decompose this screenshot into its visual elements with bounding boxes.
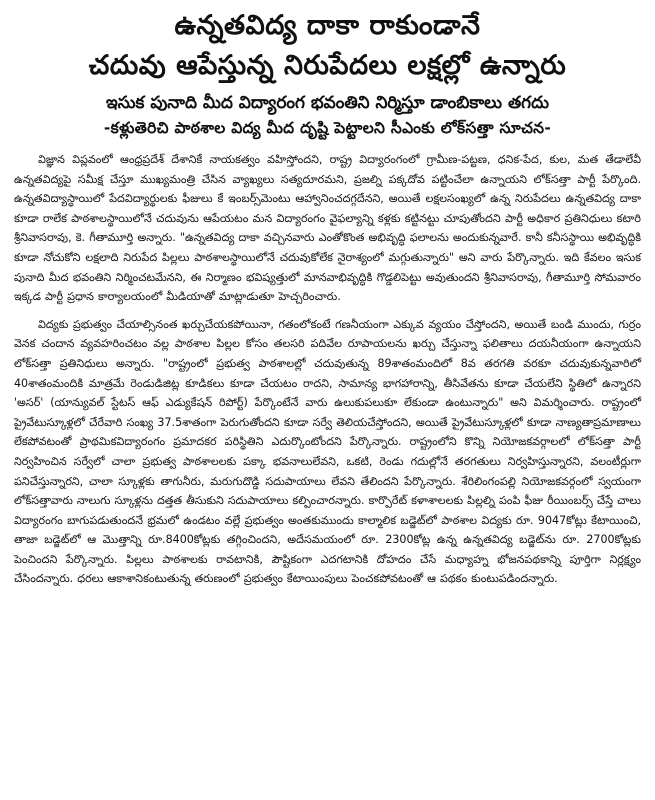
article-paragraph-2: విద్యకు ప్రభుత్వం చేయాల్సినంత ఖర్చుచేయకపోయినా, గతంలోకంటే గణనీయంగా ఎక్కువ వ్యయం చేస్తోందని, అయితే బండి ముందు, గుర్రం వెనక చందాన వ్యవహరించటం వల్ల పాఠశాల పిల్లల కోసం తలసరి పదివేల రూపాయలను ఖర్చు చేస్తున్నా ఫలితాలు దయనీయంగా ఉన్నాయని లోక్‌సత్తా ప్రతినిధులు అన్నారు. "రాష్ట్రంలో ప్రభుత్వ పాఠశాలల్లో చదువుతున్న 89శాతంమందిలో 8వ తరగతి వరకూ చదువుకున్నవారిలో 40శాతంమందికి మాత్రమే రెండుడిజిట్ల కూడికలు కూడా చేయటం రాదని, సామాన్య భాగహారాన్ని, తీసివేతను కూడా చేయలేని స్థితిలో ఉన్నారని 'అసర్' (యాన్యువల్ స్టేటస్ ఆఫ్ ఎడ్యుకేషన్ రిపోర్ట్) పేర్కొంటేనే వారు ఉలుకుపలుకూ లేకుండా ఉంటున్నారు" అని విమర్శించారు. రాష్ట్రంలో ప్రైవేటుస్కూళ్లలో చేరేవారి సంఖ్య 37.5శాతంగా పెరుగుతోందని కూడా సర్వే తెలియచేస్తోందని, అయితే ప్రైవేటుస్కూళ్లలో కూడా నాణ్యతాప్రమాణాలు లేకపోవటంతో ప్రాథమికవిద్యారంగం ప్రమాదకర పరిస్థితిని ఎదుర్కొంటోందని పేర్కొన్నారు. రాష్ట్రంలోని కొన్ని నియోజకవర్గాలలో లోక్‌సత్తా పార్టీ నిర్వహించిన సర్వేలో చాలా ప్రభుత్వ పాఠశాలలకు పక్కా భవనాలులేవని, ఒకటి, రెండు గదుల్లోనే తరగతులు నిర్వహిస్తున్నారని, వలంటీర్లుగా పనిచేస్తున్నారని, చాలా స్కూళ్లకు తాగునీరు, మరుగుదొడ్డి సదుపాయాలు లేవని తేలిందని పేర్కొన్నారు. శేరిలింగంపల్లి నియోజకవర్గంలో స్వయంగా లోక్‌సత్తావారు నాలుగు స్కూళ్లను దత్తత తీసుకుని సదుపాయాలు కల్పించారన్నారు. కార్పొరేట్ కళాశాలలకు పిల్లల్ని పంపి ఫీజు రీయింబర్స్ చేస్తే చాలు విద్యారంగం బాగుపడుతుందనే భ్రమలో ఉండటం వల్లే ప్రభుత్వం అంతకుముందు కాల్మాలిక బడ్జెట్‌లో పాఠశాల విద్యకు రూ. 9047కోట్లు కేటాయించి, తాజా బడ్జెట్‌లో ఆ మొత్తాన్ని రూ.8400కోట్లకు తగ్గించిందని, అదేసమయంలో రూ. 2300కోట్ల ఉన్న ఉన్నతవిద్య బడ్జెట్‌ను రూ. 2700కోట్లకు పెంచిందని పేర్కొన్నారు. పిల్లలు పాఠశాలకు రావటానికి, పౌష్టికంగా ఎదగటానికి దోహదం చేసే మధ్యాహ్న భోజనపథకాన్ని పూర్తిగా నిర్లక్ష్యం చేసిందన్నారు. ధరలు ఆకాశానికంటుతున్న తరుణంలో ప్రభుత్వం కేటాయింపులు పెంచకపోవటంతో ఆ పథకం కుంటుపడిందన్నారు.: [14, 317, 641, 586]
article-body: [14, 150, 641, 589]
subheadline: ఇసుక పునాది మీద విద్యారంగ భవంతిని నిర్మిస్తూ డాంబికాలు తగదు: [106, 93, 549, 113]
headline-line-2: చదువు ఆపేస్తున్న నిరుపేదలు లక్షల్లో ఉన్నారు: [88, 50, 567, 81]
tagline: -కళ్లుతెరిచి పాఠశాల విద్య మీద దృష్టి పెట్టాలని సీఎంకు లోక్‌సత్తా సూచన-: [103, 119, 552, 137]
article-paragraph-1: విజ్ఞాన విప్లవంలో ఆంధ్రప్రదేశ్ దేశానికే నాయకత్వం వహిస్తోందని, రాష్ట్ర విద్యారంగంలో గ్రామీణ-పట్టణ, ధనిక-పేద, కుల, మత తేడాలేవీ ఉన్నతవిద్యపై సమీక్ష చేస్తూ ముఖ్యమంత్రి చేసిన వ్యాఖ్యలు సత్యదూరమని, ప్రజల్ని పక్కదోవ పట్టించేలా ఉన్నాయని లోక్‌సత్తా పార్టీ పేర్కొంది. ఉన్నతవిద్యాస్థాయిలో పేదవిద్యార్థులకు ఫీజులు కే ఇంబర్స్‌మెంటు ఆహ్వానించదగ్గదేనని, అయితే లక్షలసంఖ్యలో ఉన్న నిరుపేదలు ఉన్నతవిద్య దాకా కూడా రాలేక పాఠశాలస్థాయిలోనే చదువును ఆపేయటం మన విద్యారంగం వైఫల్యాన్ని కళ్లకు కట్టినట్టు చూపుతోందని పార్టీ అధికార ప్రతినిధులు కటారి శ్రీనివాసరావు, కె. గీతామూర్తి అన్నారు. "ఉన్నతవిద్య దాకా వచ్చినవారు ఎంతోకొంత అభివృద్ధి ఫలాలను అందుకున్నవారే. కానీ కనీసస్థాయి అభివృద్ధికి కూడా నోచుకోని లక్షలాది నిరుపేద పిల్లలు పాఠశాలస్థాయిలోనే చదువుకోలేక నైరాశ్యంలో మగ్గుతున్నారు" అని వారు పేర్కొన్నారు. ఇది కేవలం ఇసుక పునాది మీద భవంతిని నిర్మించటమేనని, ఈ నిర్మాణం భవిష్యత్తులో మానవాభివృద్ధికి గొడ్డలిపెట్టు అవుతుందని శ్రీనివాసరావు, గీతామూర్తి సోమవారం ఇక్కడ పార్టీ ప్రధాన కార్యాలయంలో మీడియాతో మాట్లాడుతూ హెచ్చరించారు.: [14, 153, 641, 304]
headline-line-1: ఉన్నతవిద్య దాకా రాకుండానే: [174, 10, 481, 41]
